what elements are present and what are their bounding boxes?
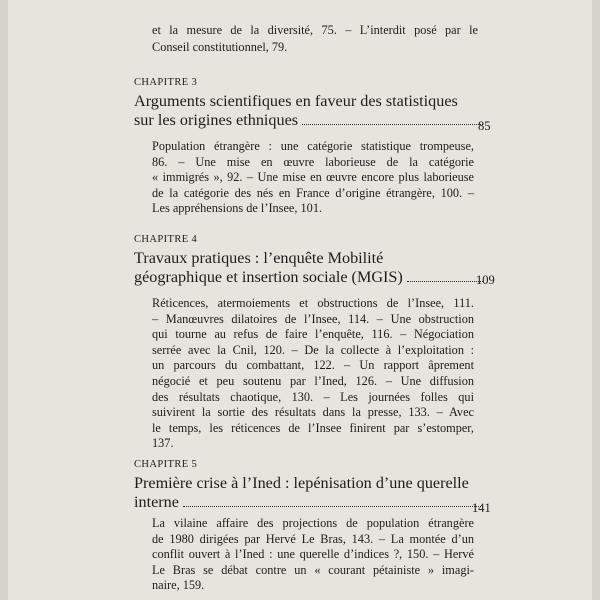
summary-line: un parcours du combattant, 122. – Un rapport âprement	[152, 358, 474, 373]
chapter-title	[134, 92, 489, 130]
chapter-title-line: interne	[134, 493, 179, 511]
summary-line: qui tourne au refus de faire l’enquête, 116. – Négociation	[152, 327, 474, 342]
chapter-title	[134, 249, 489, 287]
chapter-title	[134, 474, 489, 512]
dot-leader	[407, 280, 483, 282]
toc-entry-chapter-4	[134, 233, 489, 452]
summary-line: de 1980 dirigées par Hervé Le Bras, 143. – La montée d’un	[152, 531, 474, 546]
summary-line: 137.	[152, 436, 174, 451]
summary-line: Conseil constitutionnel, 79.	[152, 40, 288, 54]
chapter-label: CHAPITRE 4	[134, 234, 198, 245]
summary-line: suivirent la sortie des résultats dans la presse, 133. – Avec	[152, 405, 474, 420]
chapter-label: CHAPITRE 3	[134, 77, 198, 88]
dot-leader	[302, 123, 483, 125]
chapter-summary	[152, 296, 474, 452]
toc-entry-chapter-3	[134, 76, 489, 217]
chapter-title-line: Première crise à l’Ined : lepénisation d’une querelle	[134, 474, 469, 492]
summary-line: La vilaine affaire des projections de population étrangère	[152, 516, 474, 530]
page-number: 85	[478, 119, 491, 133]
summary-line: 86. – Une mise en œuvre laborieuse de la catégorie	[152, 154, 474, 169]
previous-chapter-summary-end	[152, 22, 478, 56]
chapter-summary	[152, 139, 474, 217]
summary-line: serrée avec la Cnil, 120. – De la collecte à l’exploitation :	[152, 342, 474, 357]
toc-entry-chapter-5	[134, 458, 489, 594]
summary-line: Le Bras se débat contre un « courant pétainiste » imagi-	[152, 562, 474, 577]
summary-line: – Manœuvres dilatoires de l’Insee, 114. – Une obstruction	[152, 311, 474, 326]
chapter-summary	[152, 516, 474, 594]
summary-line: de la catégorie des nés en France d’origine étrangère, 100. –	[152, 185, 474, 200]
summary-line: Population étrangère : une catégorie statistique trompeuse,	[152, 139, 474, 153]
summary-line: Les appréhensions de l’Insee, 101.	[152, 201, 323, 216]
summary-line: négocié et peu soutenu par l’Ined, 126. – Une diffusion	[152, 373, 474, 388]
summary-line: le temps, les réticences de l’Insee finirent par s’estomper,	[152, 420, 474, 435]
summary-line: conflit ouvert à l’Ined : une querelle d’indices ?, 150. – Hervé	[152, 547, 474, 562]
page-number: 141	[472, 501, 491, 515]
summary-line: des résultats chaotique, 130. – Les journées folles qui	[152, 389, 474, 404]
summary-line: Réticences, atermoiements et obstructions de l’Insee, 111.	[152, 296, 474, 310]
chapter-title-line: géographique et insertion sociale (MGIS)	[134, 268, 403, 286]
chapter-title-line: sur les origines ethniques	[134, 111, 299, 129]
chapter-title-line: Arguments scientifiques en faveur des statistiques	[134, 92, 458, 110]
chapter-title-line: Travaux pratiques : l’enquête Mobilité	[134, 249, 384, 267]
book-page	[8, 0, 592, 600]
summary-line: « immigrés », 92. – Une mise en œuvre encore plus laborieuse	[152, 170, 474, 185]
summary-line: naire, 159.	[152, 578, 205, 593]
page-number: 109	[476, 273, 495, 287]
chapter-label: CHAPITRE 5	[134, 459, 198, 470]
summary-line: et la mesure de la diversité, 75. – L’interdit posé par le	[152, 23, 478, 37]
dot-leader	[183, 505, 483, 507]
